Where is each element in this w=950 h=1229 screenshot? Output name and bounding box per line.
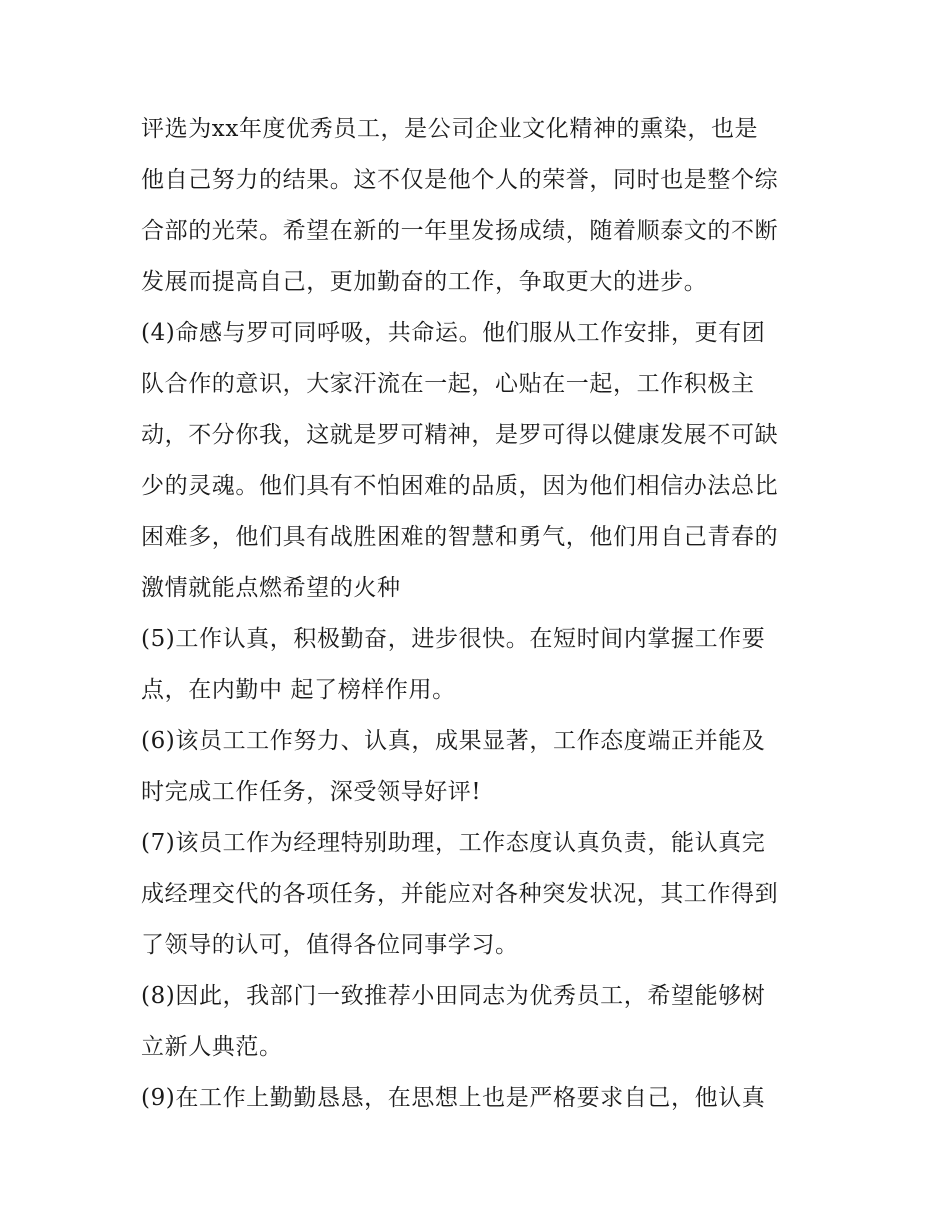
text-line: 队合作的意识，大家汗流在一起，心贴在一起，工作积极主 [141, 371, 755, 397]
text-line: (5)工作认真，积极勤奋，进步很快。在短时间内掌握工作要 [141, 626, 766, 652]
text-line: 他自己努力的结果。这不仅是他个人的荣誉，同时也是整个综 [141, 167, 779, 193]
text-line: 立新人典范。 [141, 1034, 283, 1060]
text-line: 合部的光荣。希望在新的一年里发扬成绩，随着顺泰文的不断 [141, 218, 779, 244]
text-line: 动，不分你我，这就是罗可精神，是罗可得以健康发展不可缺 [141, 422, 779, 448]
text-line: (8)因此，我部门一致推荐小田同志为优秀员工，希望能够树 [141, 983, 766, 1009]
text-line: 发展而提高自己，更加勤奋的工作，争取更大的进步。 [141, 269, 708, 295]
text-line: 激情就能点燃希望的火种 [141, 575, 401, 601]
text-line: 少的灵魂。他们具有不怕困难的品质，因为他们相信办法总比 [141, 473, 779, 499]
text-line: 了领导的认可，值得各位同事学习。 [141, 932, 519, 958]
text-line: 成经理交代的各项任务，并能应对各种突发状况，其工作得到 [141, 881, 779, 907]
text-line: (9)在工作上勤勤恳恳，在思想上也是严格要求自己，他认真 [141, 1085, 766, 1111]
text-line: 时完成工作任务，深受领导好评! [141, 779, 482, 805]
text-line: 评选为xx年度优秀员工，是公司企业文化精神的熏染，也是 [141, 116, 759, 142]
text-line: (4)命感与罗可同呼吸，共命运。他们服从工作安排，更有团 [141, 320, 766, 346]
text-line: (6)该员工工作努力、认真，成果显著，工作态度端正并能及 [141, 728, 766, 754]
text-line: 困难多，他们具有战胜困难的智慧和勇气，他们用自己青春的 [141, 524, 779, 550]
text-line: (7)该员工作为经理特别助理，工作态度认真负责，能认真完 [141, 830, 766, 856]
text-line: 点，在内勤中 起了榜样作用。 [141, 677, 456, 703]
